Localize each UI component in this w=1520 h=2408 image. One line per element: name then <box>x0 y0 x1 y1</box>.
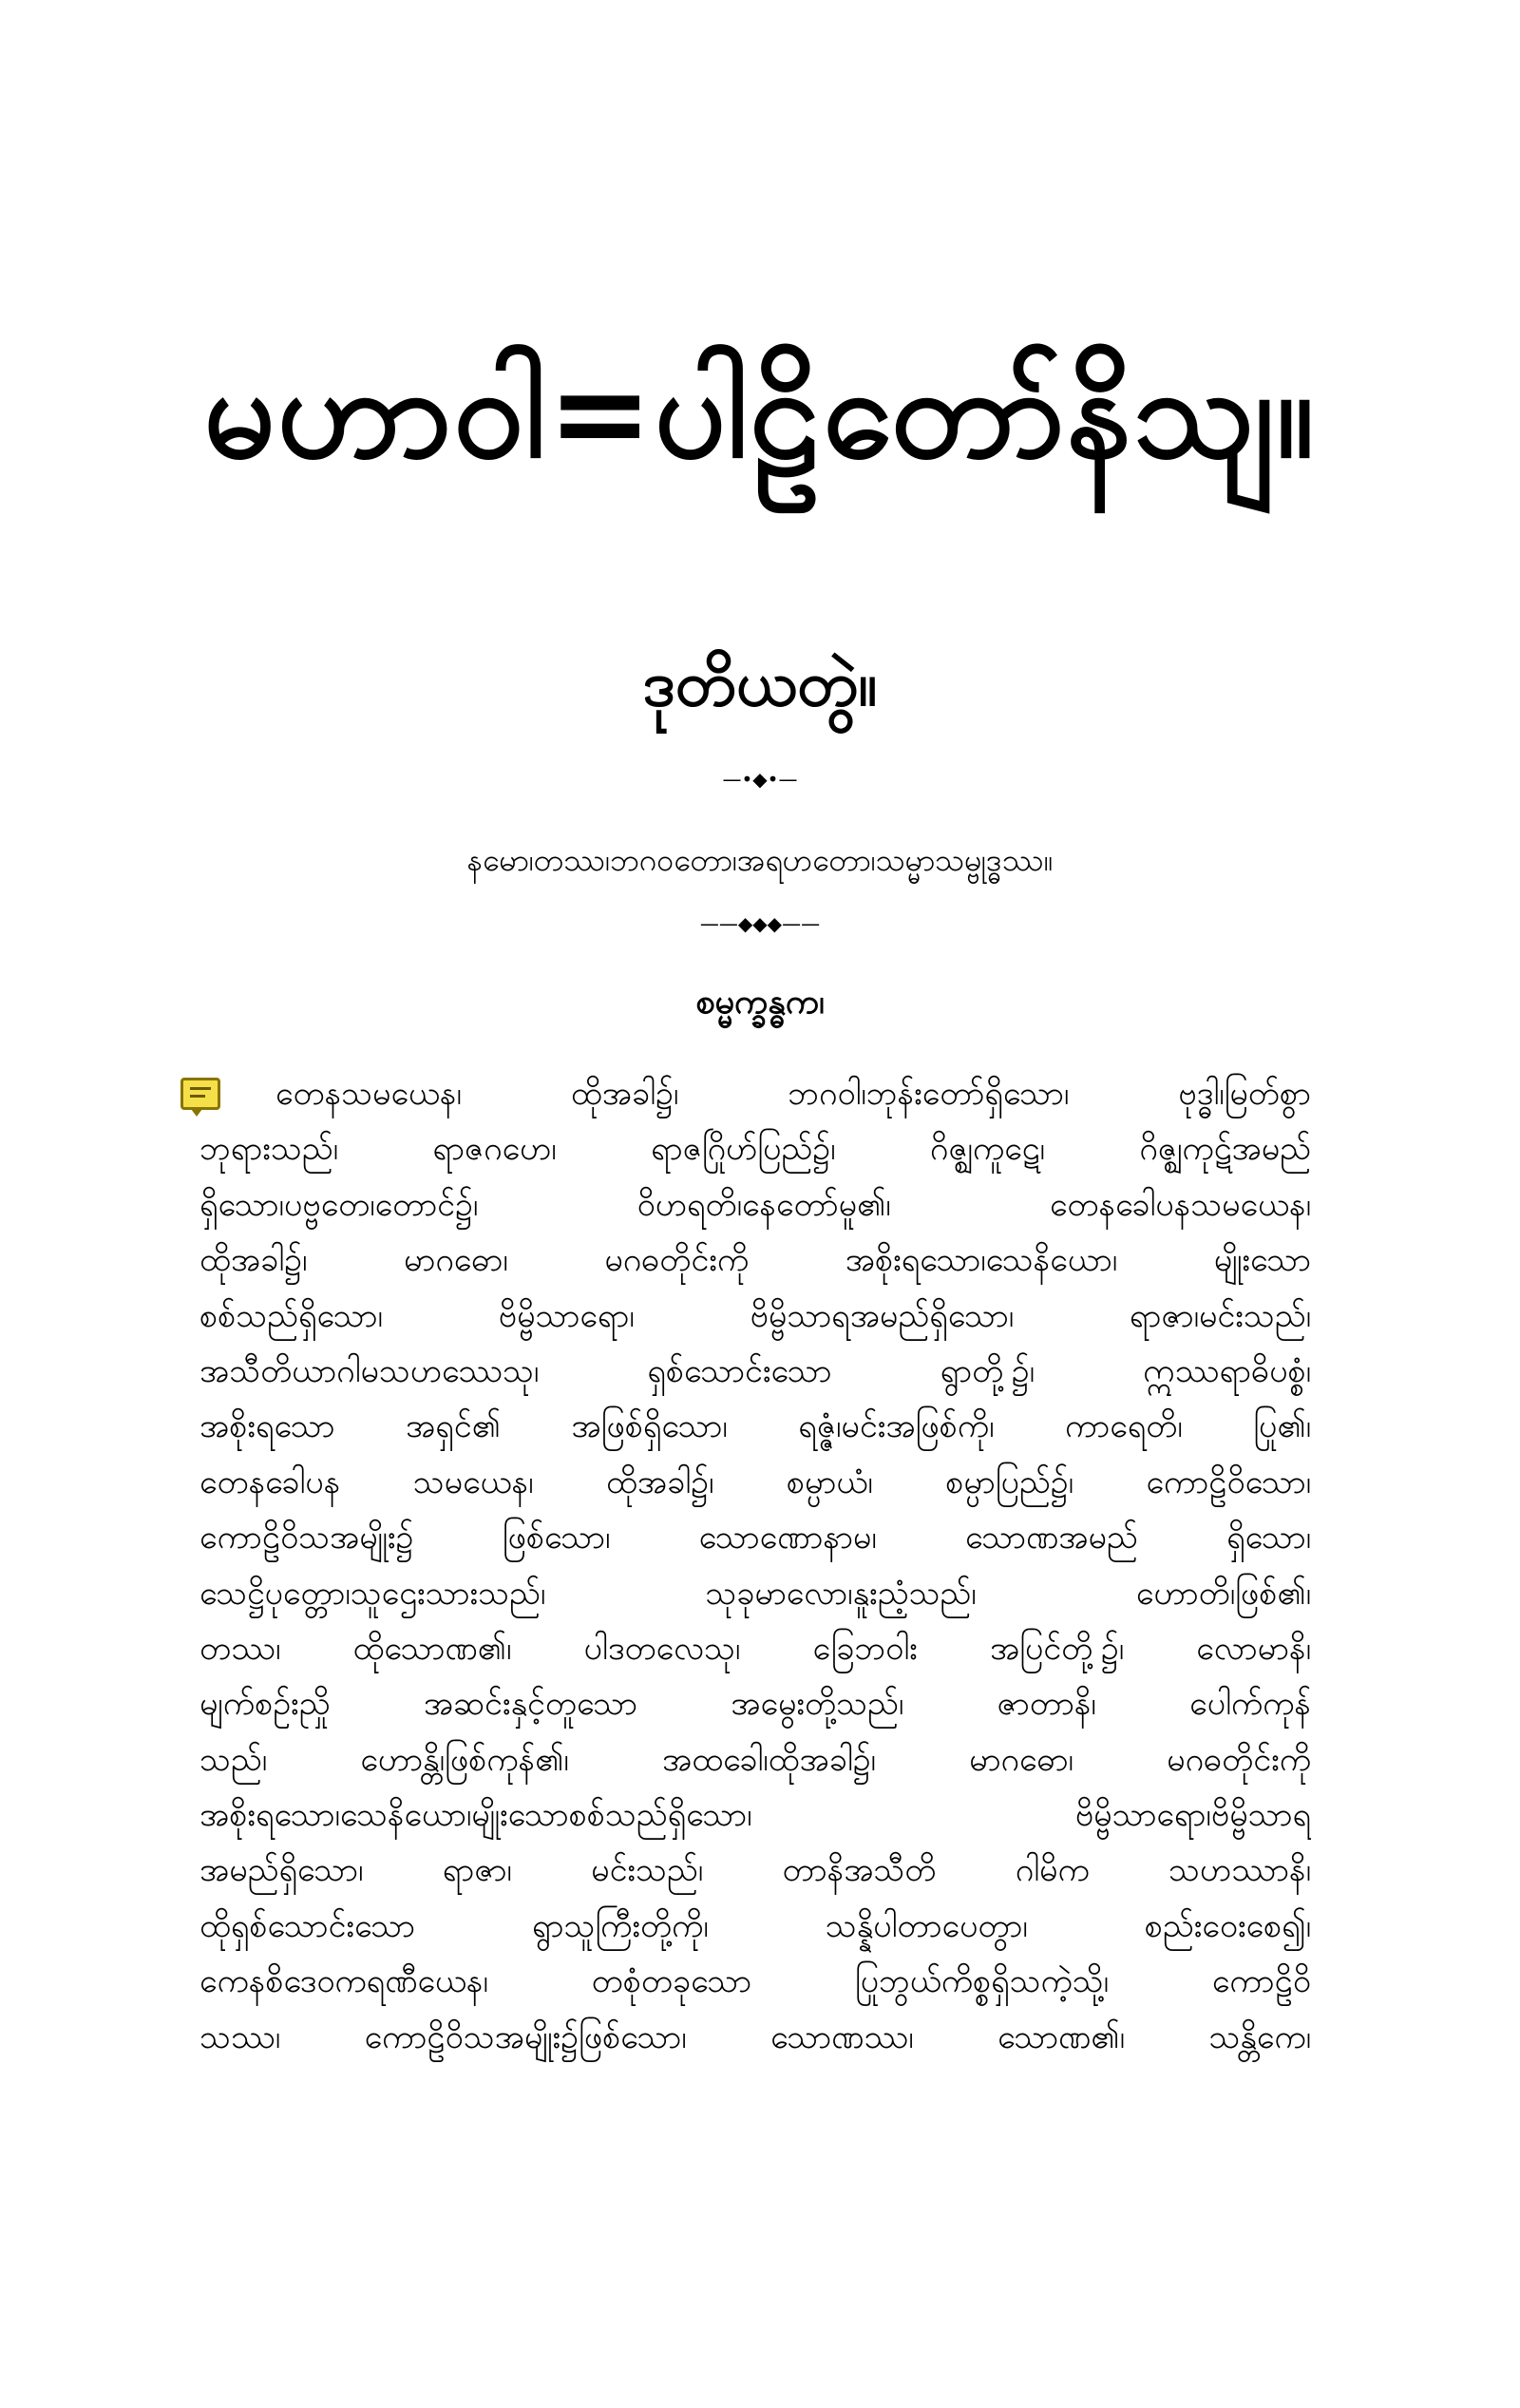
text-line: ရှိသော၊ပဗ္ဗတေ၊တောင်၌၊ ဝိဟရတိ၊နေတော်မူ၏၊ တေနခေါပနသမယေန၊ <box>200 1185 1311 1224</box>
text-line: ကေနစိဒေဝကရဏီယေန၊ တစုံတခုသော ပြုဘွယ်ကိစ္စရှိသကဲ့သို့၊ ကောဠိဝိ <box>200 1962 1311 2001</box>
text-line: အစိုးရသော၊သေနိယော၊မျိုးသောစစ်သည်ရှိသော၊ ဗိမ္ဗိသာရော၊ဗိမ္ဗိသာရ <box>200 1796 1311 1835</box>
text-line: တေနခေါပန သမယေန၊ ထိုအခါ၌၊ စမ္ပာယံ၊ စမ္ပာပြည်၌၊ ကောဠိဝိသော၊ <box>200 1462 1311 1501</box>
text-line: ဘုရားသည်၊ ရာဇဂဟေ၊ ရာဇဂြိုဟ်ပြည်၌၊ ဂိဇ္ဈကူဋေ၊ ဂိဇ္ဈကုဋ်အမည် <box>200 1130 1311 1169</box>
text-line: အမည်ရှိသော၊ ရာဇာ၊ မင်းသည်၊ တာနိအသီတိ ဂါမိက သဟဿာနိ၊ <box>200 1851 1311 1890</box>
text-line: အစိုးရသော အရှင်၏ အဖြစ်ရှိသော၊ ရဇ္ဇံ၊မင်းအဖြစ်ကို၊ ကာရေတိ၊ ပြု၏၊ <box>200 1407 1311 1446</box>
text-line: သည်၊ ဟောန္တိ၊ဖြစ်ကုန်၏၊ အထခေါ၊ထိုအခါ၌၊ မာဂဓော၊ မဂဓတိုင်းကို <box>200 1740 1311 1779</box>
text-line: မျက်စဉ်းညှို အဆင်းနှင့်တူသော အမွေးတို့သည်၊ ဇာတာနိ၊ ပေါက်ကုန် <box>200 1685 1311 1724</box>
text-line: ကောဠိဝိသအမျိုး၌ ဖြစ်သော၊ သောဏောနာမ၊ သောဏအမည် ရှိသော၊ <box>200 1519 1311 1558</box>
text-line: ထိုအခါ၌၊ မာဂဓော၊ မဂဓတိုင်းကို အစိုးရသော၊သေနိယော၊ မျိုးသော <box>200 1241 1311 1280</box>
text-line: တေနသမယေန၊ ထိုအခါ၌၊ ဘဂဝါ၊ဘုန်းတော်ရှိသော၊ ဗုဒ္ဓါ၊မြတ်စွာ <box>276 1075 1311 1113</box>
ornament-divider-bottom: ——◆◆◆—— <box>699 912 821 935</box>
section-title: စမ္မက္ခန္ဓက၊ <box>695 983 825 1022</box>
text-line: သဿ၊ ကောဠိဝိသအမျိုး၌ဖြစ်သော၊ သောဏဿ၊ သောဏ၏၊ သန္တိကေ၊ <box>200 2017 1311 2056</box>
ornament-divider-top: —•◆•— <box>722 768 798 791</box>
text-line: အသီတိယာဂါမသဟဿေသု၊ ရှစ်သောင်းသော ရွာတို့၌၊ ဣဿရာဓိပစ္စံ၊ <box>200 1351 1311 1390</box>
body-paragraph <box>200 1066 1311 2065</box>
text-line: တဿ၊ ထိုသောဏ၏၊ ပါဒတလေသု၊ ခြေဘဝါး အပြင်တို့၌၊ လောမာနိ၊ <box>200 1629 1311 1668</box>
volume-subtitle: ဒုတိယတွဲ။ <box>642 647 878 720</box>
text-line: စစ်သည်ရှိသော၊ ဗိမ္ဗိသာရော၊ ဗိမ္ဗိသာရအမည်ရှိသော၊ ရာဇာ၊မင်းသည်၊ <box>200 1296 1311 1335</box>
document-title: မဟာဝါ=ပါဠိတော်နိသျ။ <box>203 340 1317 487</box>
text-line: ထိုရှစ်သောင်းသော ရွာသူကြီးတို့ကို၊ သန္နိပါတာပေတွာ၊ စည်းဝေးစေ၍၊ <box>200 1906 1311 1945</box>
homage-line: နမော၊တဿ၊ဘဂဝတော၊အရဟတော၊သမ္မာသမ္ဗုဒ္ဓဿ။ <box>466 842 1054 878</box>
text-line: သေဋ္ဌိပုတ္တော၊သူဌေးသားသည်၊ သုခုမာလော၊နူးညံ့သည်၊ ဟောတိ၊ဖြစ်၏၊ <box>200 1574 1311 1613</box>
